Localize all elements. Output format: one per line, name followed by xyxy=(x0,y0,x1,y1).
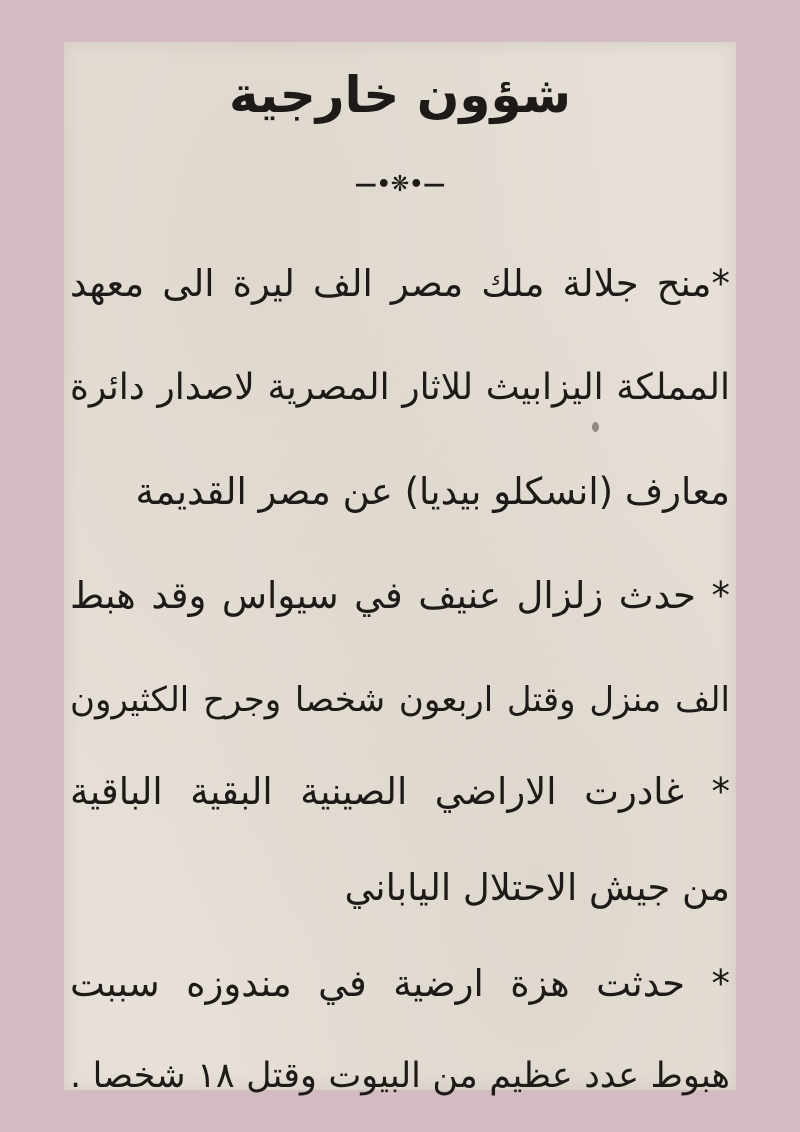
news-item-3-line-2: من جيش الاحتلال الياباني xyxy=(344,866,730,909)
news-item-2-line-2: الف منزل وقتل اربعون شخصا وجرح الكثيرون xyxy=(70,680,730,720)
newspaper-clipping xyxy=(64,42,736,1096)
news-item-1-line-2: المملكة اليزابيث للاثار المصرية لاصدار دائرة xyxy=(70,367,730,408)
news-item-2-line-1: * حدث زلزال عنيف في سيواس وقد هبط xyxy=(70,574,730,617)
title-ornament: —•❋•— xyxy=(354,172,446,197)
article-body xyxy=(64,42,736,1096)
news-item-4-line-2: هبوط عدد عظيم من البيوت وقتل ١٨ شخصا . xyxy=(70,1056,730,1096)
news-item-4-line-1: * حدثت هزة ارضية في مندوزه سببت xyxy=(70,962,730,1005)
news-item-1-line-3: معارف (انسكلو بيديا) عن مصر القديمة xyxy=(135,470,730,513)
news-item-3-line-1: * غادرت الاراضي الصينية البقية الباقية xyxy=(70,770,730,813)
article-title: شؤون خارجية xyxy=(228,66,572,124)
news-item-1-line-1: *منح جلالة ملك مصر الف ليرة الى معهد xyxy=(70,262,730,305)
